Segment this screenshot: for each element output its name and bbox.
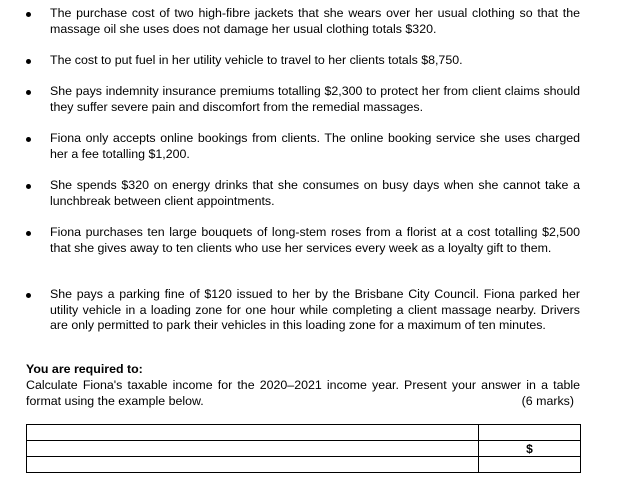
instructions-body: Calculate Fiona's taxable income for the 2020–2021 income year. Present your answer in a table format using the example below. (26, 378, 580, 408)
bullet-text: She spends $320 on energy drinks that she consumes on busy days when she cannot take a lunchbreak between client appointments. (50, 178, 580, 208)
table-cell (479, 457, 581, 473)
table-row (27, 457, 581, 473)
bullet-text: She pays indemnity insurance premiums totalling $2,300 to protect her from client claims should they suffer severe pain and discomfort from the remedial massages. (50, 84, 580, 114)
table-cell (27, 441, 479, 457)
bullet-text: She pays a parking fine of $120 issued to her by the Brisbane City Council. Fiona parked her utility vehicle in a loading zone for one hour while completing a client massage nearby. Drivers are only permitted to park their vehicles in this loading zone for a maximum of ten minutes. (50, 287, 580, 333)
instructions-heading: You are required to: (26, 362, 143, 376)
bullet-dot-icon (26, 231, 31, 236)
table-row (27, 441, 581, 457)
bullet-text: Fiona purchases ten large bouquets of long-stem roses from a florist at a cost totalling $2,500 that she gives away to ten clients who use her services every week as a loyalty gift to them. (50, 225, 580, 255)
dollar-header-cell: $ (479, 441, 581, 457)
marks-label: (6 marks) (521, 394, 574, 408)
bullet-text: The purchase cost of two high-fibre jackets that she wears over her usual clothing so that the massage oil she uses does not damage her usual clothing totals $320. (50, 6, 580, 36)
bullet-text: The cost to put fuel in her utility vehicle to travel to her clients totals $8,750. (50, 53, 463, 67)
bullet-dot-icon (26, 137, 31, 142)
answer-table (26, 424, 581, 473)
table-cell (479, 425, 581, 441)
bullet-dot-icon (26, 12, 31, 17)
table-cell (27, 457, 479, 473)
bullet-dot-icon (26, 90, 31, 95)
bullet-dot-icon (26, 184, 31, 189)
bullet-dot-icon (26, 293, 31, 298)
bullet-text: Fiona only accepts online bookings from clients. The online booking service she uses charged her a fee totalling $1,200. (50, 131, 580, 161)
table-row (27, 425, 581, 441)
bullet-dot-icon (26, 59, 31, 64)
table-cell (27, 425, 479, 441)
